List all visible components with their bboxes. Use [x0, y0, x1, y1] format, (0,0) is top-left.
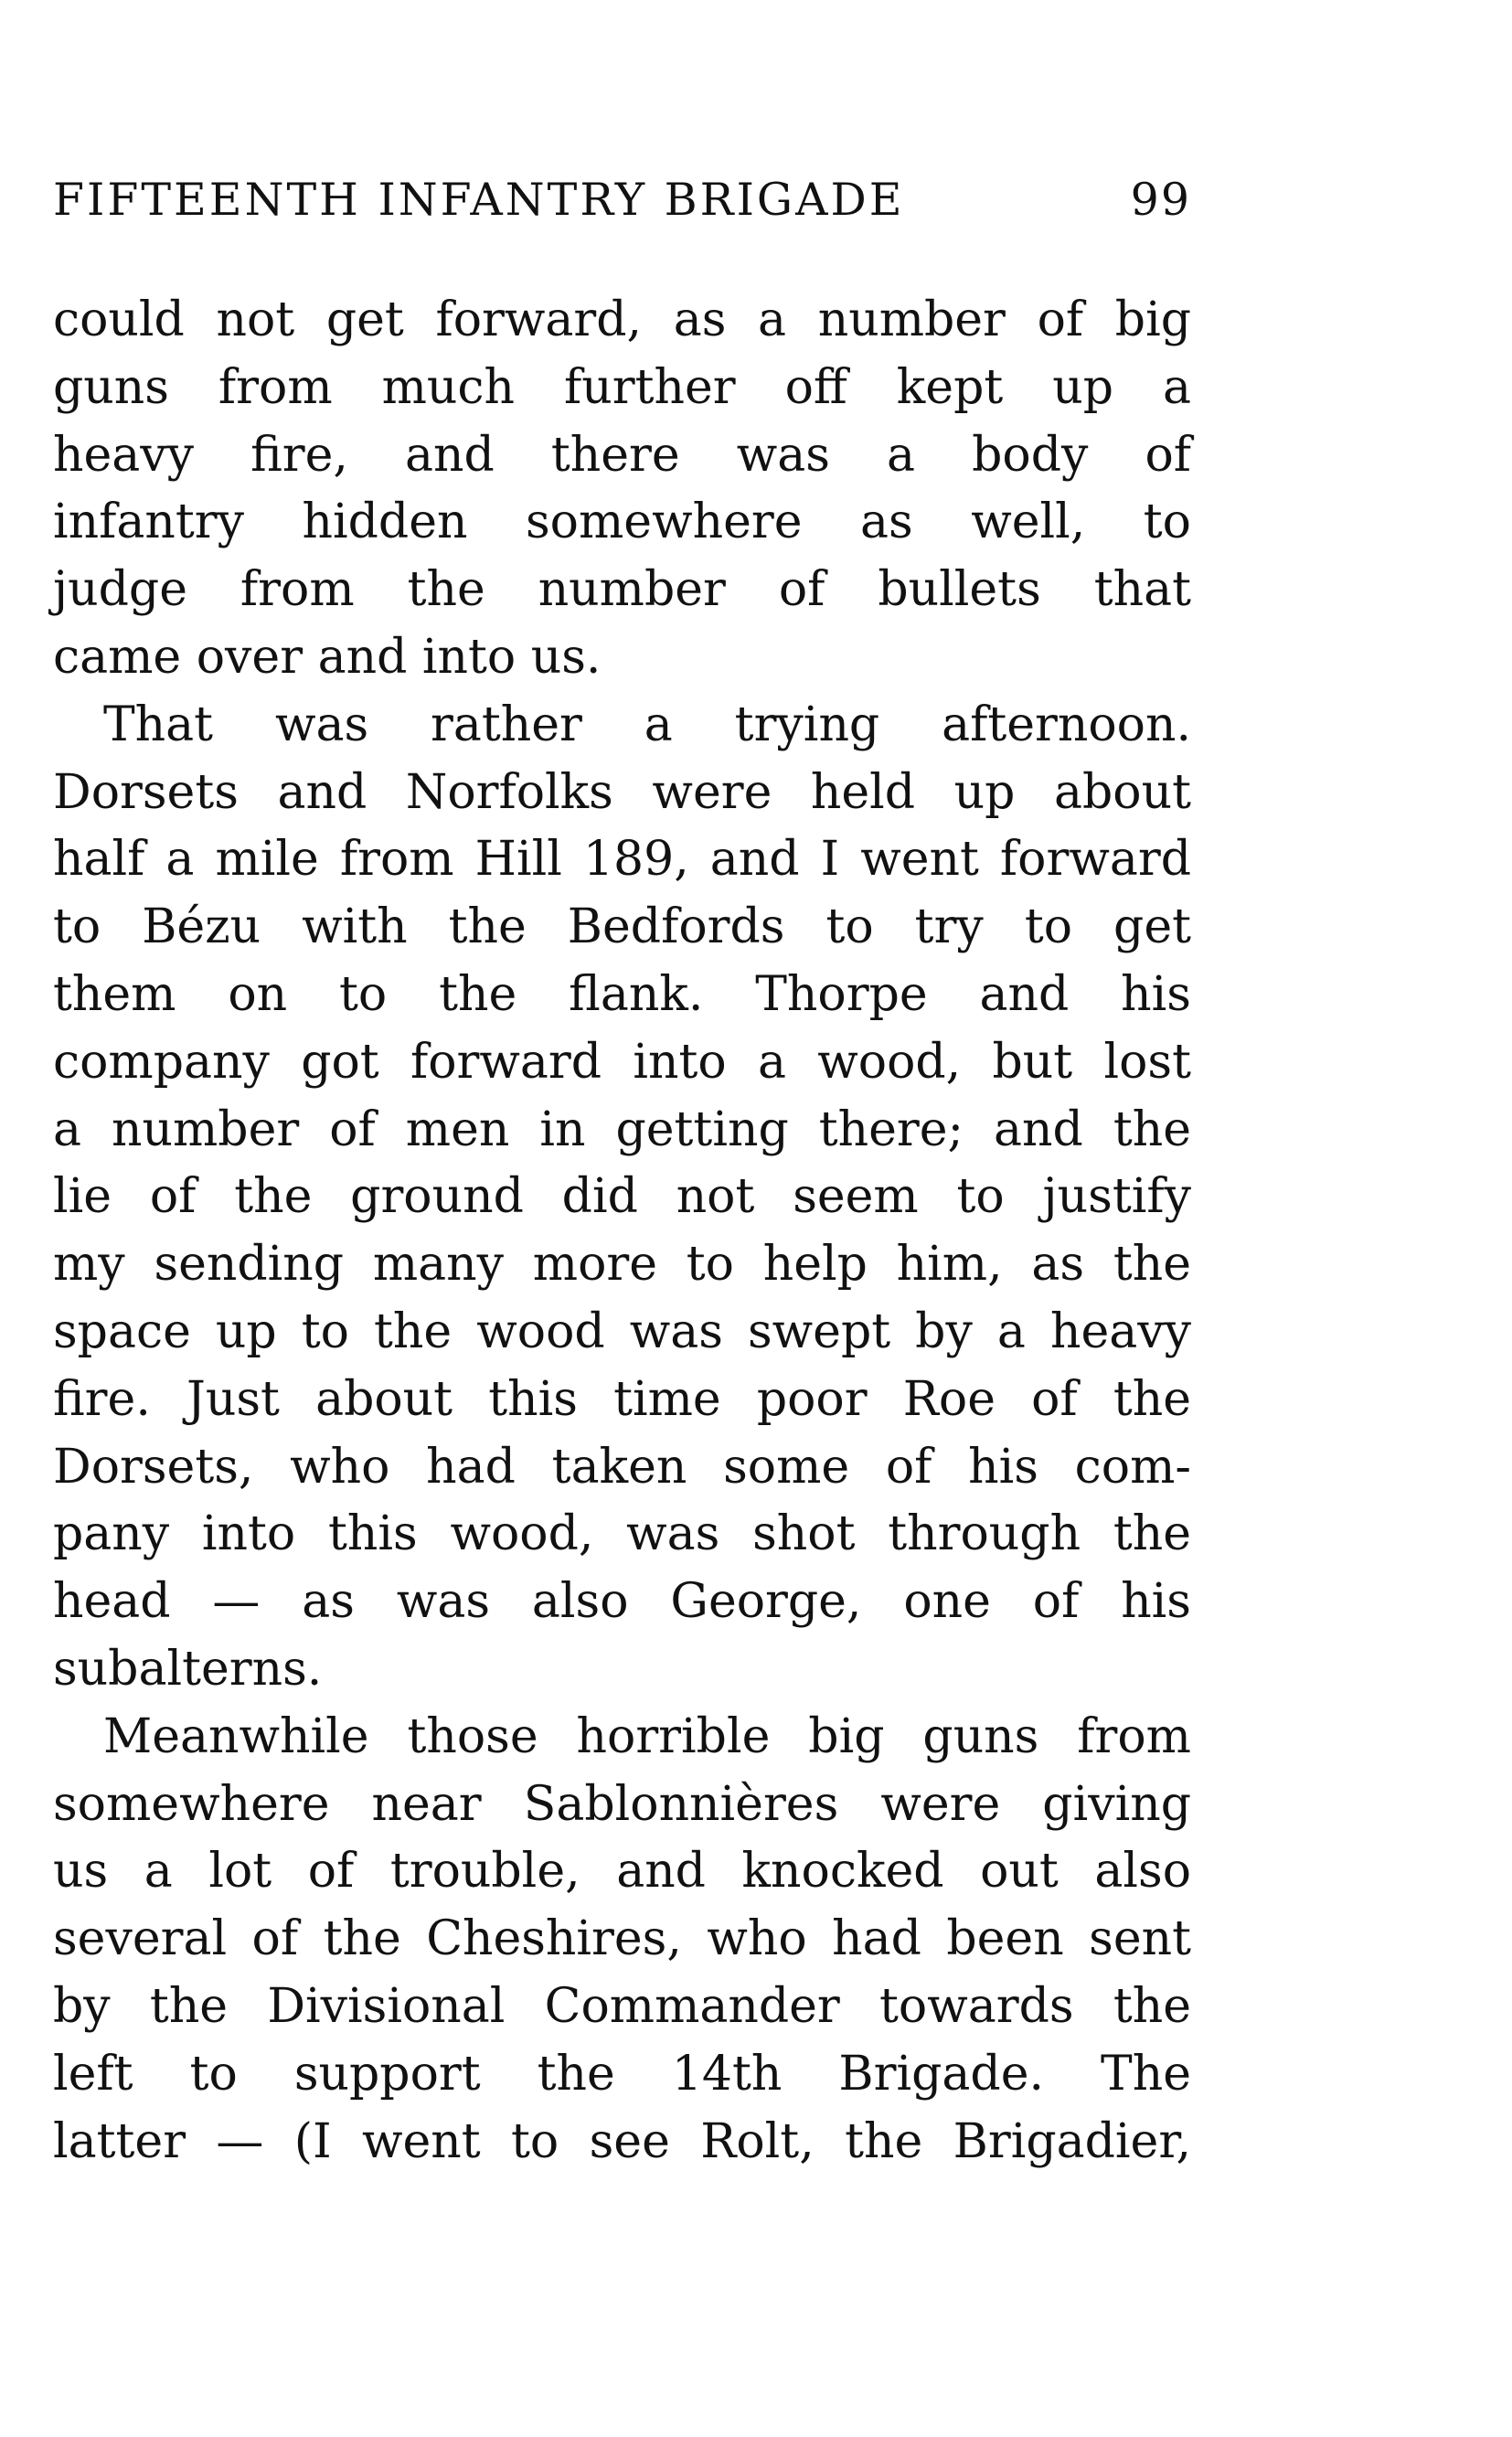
text-line: them on to the flank. Thorpe and his: [53, 966, 1191, 1022]
text-line: several of the Cheshires, who had been sent: [53, 1911, 1191, 1967]
text-line: came over and into us.: [53, 629, 602, 685]
text-line: fire. Just about this time poor Roe of the: [53, 1371, 1191, 1427]
text-line: head — as was also George, one of his: [53, 1574, 1191, 1630]
text-line: left to support the 14th Brigade. The: [53, 2046, 1191, 2102]
running-head: [53, 174, 1191, 245]
text-line: us a lot of trouble, and knocked out also: [53, 1844, 1191, 1900]
text-line: judge from the number of bullets that: [53, 562, 1191, 618]
text-line: guns from much further off kept up a: [53, 359, 1191, 415]
text-line: heavy fire, and there was a body of: [53, 427, 1191, 483]
text-line: Dorsets and Norfolks were held up about: [53, 764, 1191, 820]
page-number: 99: [1130, 174, 1191, 226]
text-line: latter — (I went to see Rolt, the Brigadier,: [53, 2113, 1191, 2169]
text-line: Meanwhile those horrible big guns from: [103, 1708, 1191, 1764]
text-line: infantry hidden somewhere as well, to: [53, 495, 1191, 550]
text-line: Dorsets, who had taken some of his com-: [53, 1439, 1191, 1495]
text-line: by the Divisional Commander towards the: [53, 1978, 1191, 2034]
text-line: my sending many more to help him, as the: [53, 1237, 1191, 1293]
text-line: company got forward into a wood, but lost: [53, 1034, 1191, 1090]
text-line: somewhere near Sablonnières were giving: [53, 1776, 1191, 1832]
text-line: a number of men in getting there; and the: [53, 1101, 1191, 1157]
text-line: could not get forward, as a number of big: [53, 293, 1191, 347]
body-text: [53, 287, 1191, 2176]
book-page: [53, 174, 1191, 2176]
text-line: space up to the wood was swept by a heavy: [53, 1304, 1191, 1359]
text-line: That was rather a trying afternoon.: [103, 697, 1191, 752]
text-line: half a mile from Hill 189, and I went forward: [53, 832, 1191, 888]
text-line: subalterns.: [53, 1641, 323, 1697]
text-line: to Bézu with the Bedfords to try to get: [53, 899, 1191, 955]
text-line: pany into this wood, was shot through the: [53, 1506, 1191, 1562]
running-head-title: FIFTEENTH INFANTRY BRIGADE: [53, 174, 905, 226]
text-line: lie of the ground did not seem to justify: [53, 1169, 1191, 1225]
